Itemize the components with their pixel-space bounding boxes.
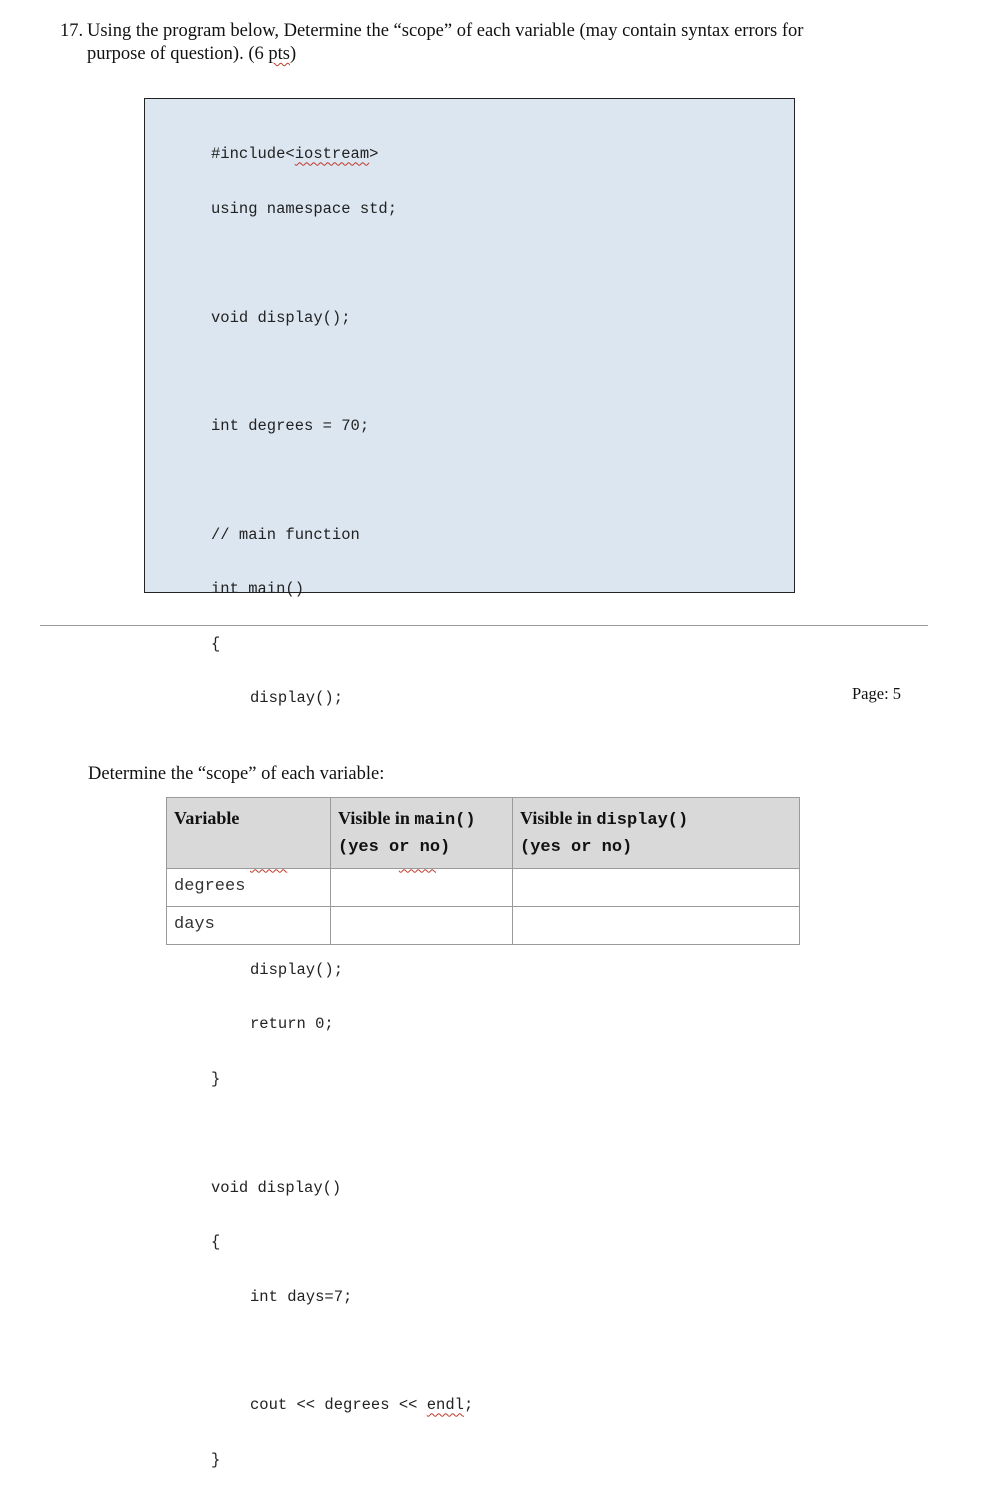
code-include-header: iostream: [294, 145, 370, 164]
cell-variable-degrees: degrees: [167, 869, 331, 907]
code-line-global-degrees: int degrees = 70;: [211, 417, 370, 435]
question-points-word: pts: [268, 44, 290, 64]
code-include-end: >: [369, 145, 379, 164]
code-line-display-open-brace: {: [211, 1233, 221, 1252]
question-line-1: Using the program below, Determine the “scope” of each variable (may contain syntax errors for: [87, 21, 804, 41]
cell-variable-days: days: [167, 907, 331, 945]
code-line-main-display-call-2: display();: [250, 960, 344, 979]
page-divider: [40, 625, 928, 626]
code-line-namespace: using namespace std;: [211, 200, 398, 218]
code-line-return: return 0;: [250, 1015, 334, 1034]
code-line-cout-degrees: [211, 1396, 473, 1414]
code-include-start: #include<: [211, 145, 295, 164]
cell-days-display[interactable]: [513, 907, 800, 945]
scope-prompt: Determine the “scope” of each variable:: [88, 764, 385, 784]
header-main-yes-no: (yes or no): [338, 838, 451, 857]
page-number: Page: 5: [852, 684, 902, 703]
cell-days-main[interactable]: [331, 907, 513, 945]
code-line-display-signature: void display(): [211, 1178, 342, 1197]
question-line-2: [60, 43, 880, 66]
code-line-main-display-call-1: display();: [250, 689, 344, 708]
scope-table-header-row: [167, 798, 800, 869]
code-endl-keyword-2: endl: [426, 1396, 464, 1415]
question-line-2-end: ): [289, 44, 297, 64]
table-row: [167, 869, 800, 907]
cell-degrees-display[interactable]: [513, 869, 800, 907]
table-row: [167, 907, 800, 945]
code-line-comment: // main function: [211, 525, 360, 544]
code-cout-degrees-end: ;: [463, 1396, 474, 1415]
question-text: [60, 20, 880, 66]
code-cout-degrees-start: cout << degrees <<: [250, 1396, 427, 1415]
code-line-main-open-brace: {: [211, 634, 221, 653]
question-line-2-start: purpose of question). (6: [87, 44, 269, 64]
question-number: 17.: [60, 21, 84, 41]
header-visible-in-display: [513, 798, 800, 869]
code-line-include: [211, 145, 473, 163]
header-display-yes-no: (yes or no): [520, 838, 633, 857]
header-display-text: Visible in: [520, 808, 597, 828]
code-line-display-close-brace: }: [211, 1450, 221, 1469]
code-line-local-days: int days=7;: [250, 1287, 353, 1306]
header-variable: Variable: [167, 798, 331, 869]
code-line-prototype: void display();: [211, 308, 351, 327]
header-visible-in-main: [331, 798, 513, 869]
header-display-code: display(): [596, 811, 689, 830]
scope-table: [166, 797, 800, 945]
header-main-text: Visible in: [338, 808, 415, 828]
code-line-main-close-brace: }: [211, 1070, 221, 1089]
code-line-main-signature: int main(): [211, 580, 305, 599]
cell-degrees-main[interactable]: [331, 869, 513, 907]
header-main-code: main(): [414, 811, 476, 830]
